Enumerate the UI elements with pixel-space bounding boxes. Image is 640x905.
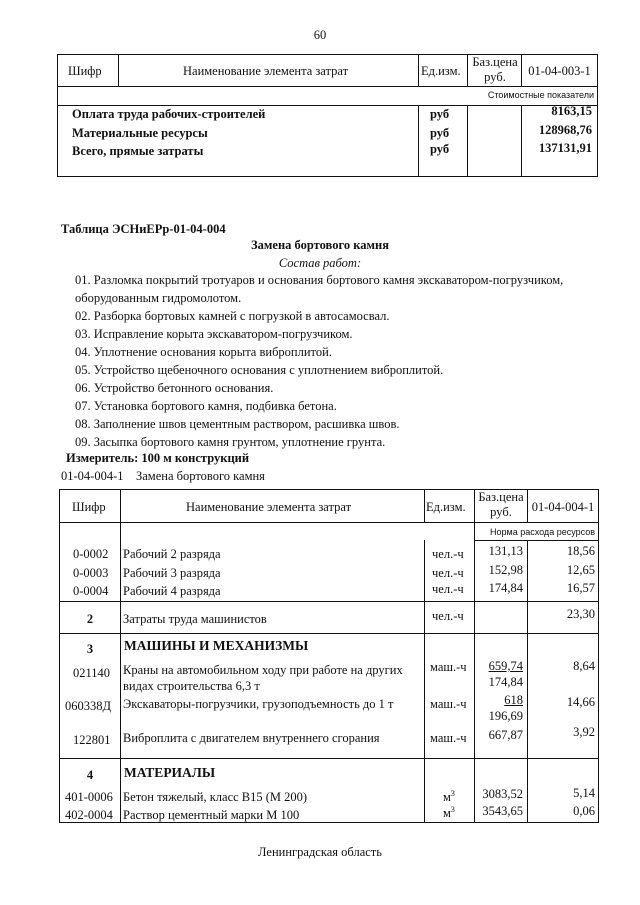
- work-item: 04. Уплотнение основания корыта виброплитой.: [75, 345, 332, 359]
- work-item: 02. Разборка бортовых камней с погрузкой в автосамосвал.: [75, 309, 390, 323]
- header-code: Шифр: [72, 500, 106, 514]
- work-item: 03. Исправление корыта экскаватором-погрузчиком.: [75, 327, 353, 341]
- row-unit: маш.-ч: [430, 660, 467, 674]
- row-unit: руб: [430, 107, 450, 121]
- item-code: 01-04-004-1: [61, 469, 124, 483]
- row-name: Рабочий 2 разряда: [123, 547, 221, 561]
- row-label: Материальные ресурсы: [72, 126, 208, 140]
- header-unit: Ед.изм.: [426, 500, 466, 514]
- row-code: 060338Д: [65, 699, 112, 713]
- row-value: 137131,91: [538, 141, 592, 155]
- section-name: МАШИНЫ И МЕХАНИЗМЫ: [124, 638, 309, 653]
- work-item: оборудованным гидромолотом.: [75, 291, 242, 305]
- row-label: Оплата труда рабочих-строителей: [72, 107, 266, 121]
- row-name-cont: видах строительства 6,3 т: [123, 679, 260, 693]
- row-unit: маш.-ч: [430, 731, 467, 745]
- row-unit: маш.-ч: [430, 697, 467, 711]
- row-unit: чел.-ч: [432, 582, 464, 596]
- work-item: 01. Разломка покрытий тротуаров и основания бортового камня экскаватором-погрузчиком,: [75, 273, 564, 287]
- row-unit: чел.-ч: [432, 547, 464, 561]
- subheader: Норма расхода ресурсов: [490, 527, 595, 537]
- row-price: 3543,65: [482, 804, 523, 818]
- row-value: 0,06: [573, 804, 595, 818]
- row-value: 8,64: [573, 659, 595, 673]
- row-price-alt: 174,84: [488, 675, 523, 689]
- row-unit: $м^3$: [443, 804, 455, 820]
- row-unit: чел.-ч: [432, 609, 464, 623]
- section-name: МАТЕРИАЛЫ: [124, 765, 216, 780]
- row-price: 131,13: [488, 544, 523, 558]
- row-unit: чел.-ч: [432, 566, 464, 580]
- header-base-price-unit: руб.: [484, 70, 506, 84]
- row-code: 0-0003: [73, 566, 109, 580]
- section-code: 3: [86, 642, 94, 656]
- row-code: 2: [86, 612, 94, 626]
- row-code: 122801: [73, 733, 111, 747]
- row-name: Экскаваторы-погрузчики, грузоподъемность до 1 т: [123, 697, 394, 711]
- section-title: Замена бортового камня: [251, 238, 389, 252]
- row-unit: руб: [430, 142, 450, 156]
- row-value: 14,66: [566, 695, 595, 709]
- work-item: 05. Устройство щебеночного основания с уплотнением виброплитой.: [75, 363, 444, 377]
- row-price: 152,98: [488, 563, 523, 577]
- row-name: Рабочий 4 разряда: [123, 584, 221, 598]
- header-code-col: 01-04-003-1: [528, 64, 591, 78]
- row-price-alt: 196,69: [488, 709, 523, 723]
- section-code: 4: [86, 768, 94, 782]
- work-item: 06. Устройство бетонного основания.: [75, 381, 274, 395]
- row-value: 8163,15: [551, 104, 592, 118]
- header-name: Наименование элемента затрат: [183, 64, 349, 78]
- row-label: Всего, прямые затраты: [72, 144, 204, 158]
- row-name: Бетон тяжелый, класс В15 (М 200): [123, 790, 308, 804]
- work-item: 07. Установка бортового камня, подбивка бетона.: [75, 399, 337, 413]
- row-name: Краны на автомобильном ходу при работе на других: [123, 663, 403, 677]
- row-unit: $м^3$: [443, 788, 455, 804]
- header-base-price: Баз.цена: [478, 490, 524, 504]
- row-code: 0-0002: [73, 547, 109, 561]
- row-value: 18,56: [566, 544, 595, 558]
- footer-region: Ленинградская область: [258, 845, 382, 859]
- row-name: Раствор цементный марки М 100: [123, 808, 300, 822]
- row-value: 128968,76: [538, 123, 592, 137]
- row-name: Виброплита с двигателем внутреннего сгорания: [123, 731, 380, 745]
- row-price: 174,84: [488, 581, 523, 595]
- row-price: 618: [504, 693, 523, 707]
- row-code: 0-0004: [73, 584, 109, 598]
- row-code: 401-0006: [65, 790, 113, 804]
- item-name: Замена бортового камня: [136, 469, 265, 483]
- header-base-price: Баз.цена: [472, 55, 518, 69]
- row-value: 12,65: [566, 563, 595, 577]
- row-price: 667,87: [488, 728, 523, 742]
- row-price: 3083,52: [482, 787, 523, 801]
- subheader: Стоимостные показатели: [487, 90, 594, 100]
- row-name: Затраты труда машинистов: [123, 612, 267, 626]
- row-code: 402-0004: [65, 808, 113, 822]
- row-code: 021140: [73, 666, 111, 680]
- header-code: Шифр: [68, 64, 102, 78]
- header-base-price-unit: руб.: [490, 505, 512, 519]
- row-unit: руб: [430, 126, 450, 140]
- work-item: 08. Заполнение швов цементным раствором, расшивка швов.: [75, 417, 400, 431]
- composition-heading: Состав работ:: [278, 256, 362, 270]
- row-price: 659,74: [488, 659, 523, 673]
- row-value: 16,57: [566, 581, 595, 595]
- row-value: 23,30: [566, 607, 595, 621]
- header-name: Наименование элемента затрат: [186, 500, 352, 514]
- header-code-col: 01-04-004-1: [531, 500, 595, 514]
- work-item: 09. Засыпка бортового камня грунтом, уплотнение грунта.: [75, 435, 386, 449]
- table-title: Таблица ЭСНиЕРр-01-04-004: [61, 222, 226, 236]
- row-value: 3,92: [573, 725, 595, 739]
- page-number: 60: [313, 28, 327, 42]
- header-unit: Ед.изм.: [421, 64, 461, 78]
- meter: Измеритель: 100 м конструкций: [66, 451, 250, 465]
- row-value: 5,14: [573, 786, 595, 800]
- row-name: Рабочий 3 разряда: [123, 566, 221, 580]
